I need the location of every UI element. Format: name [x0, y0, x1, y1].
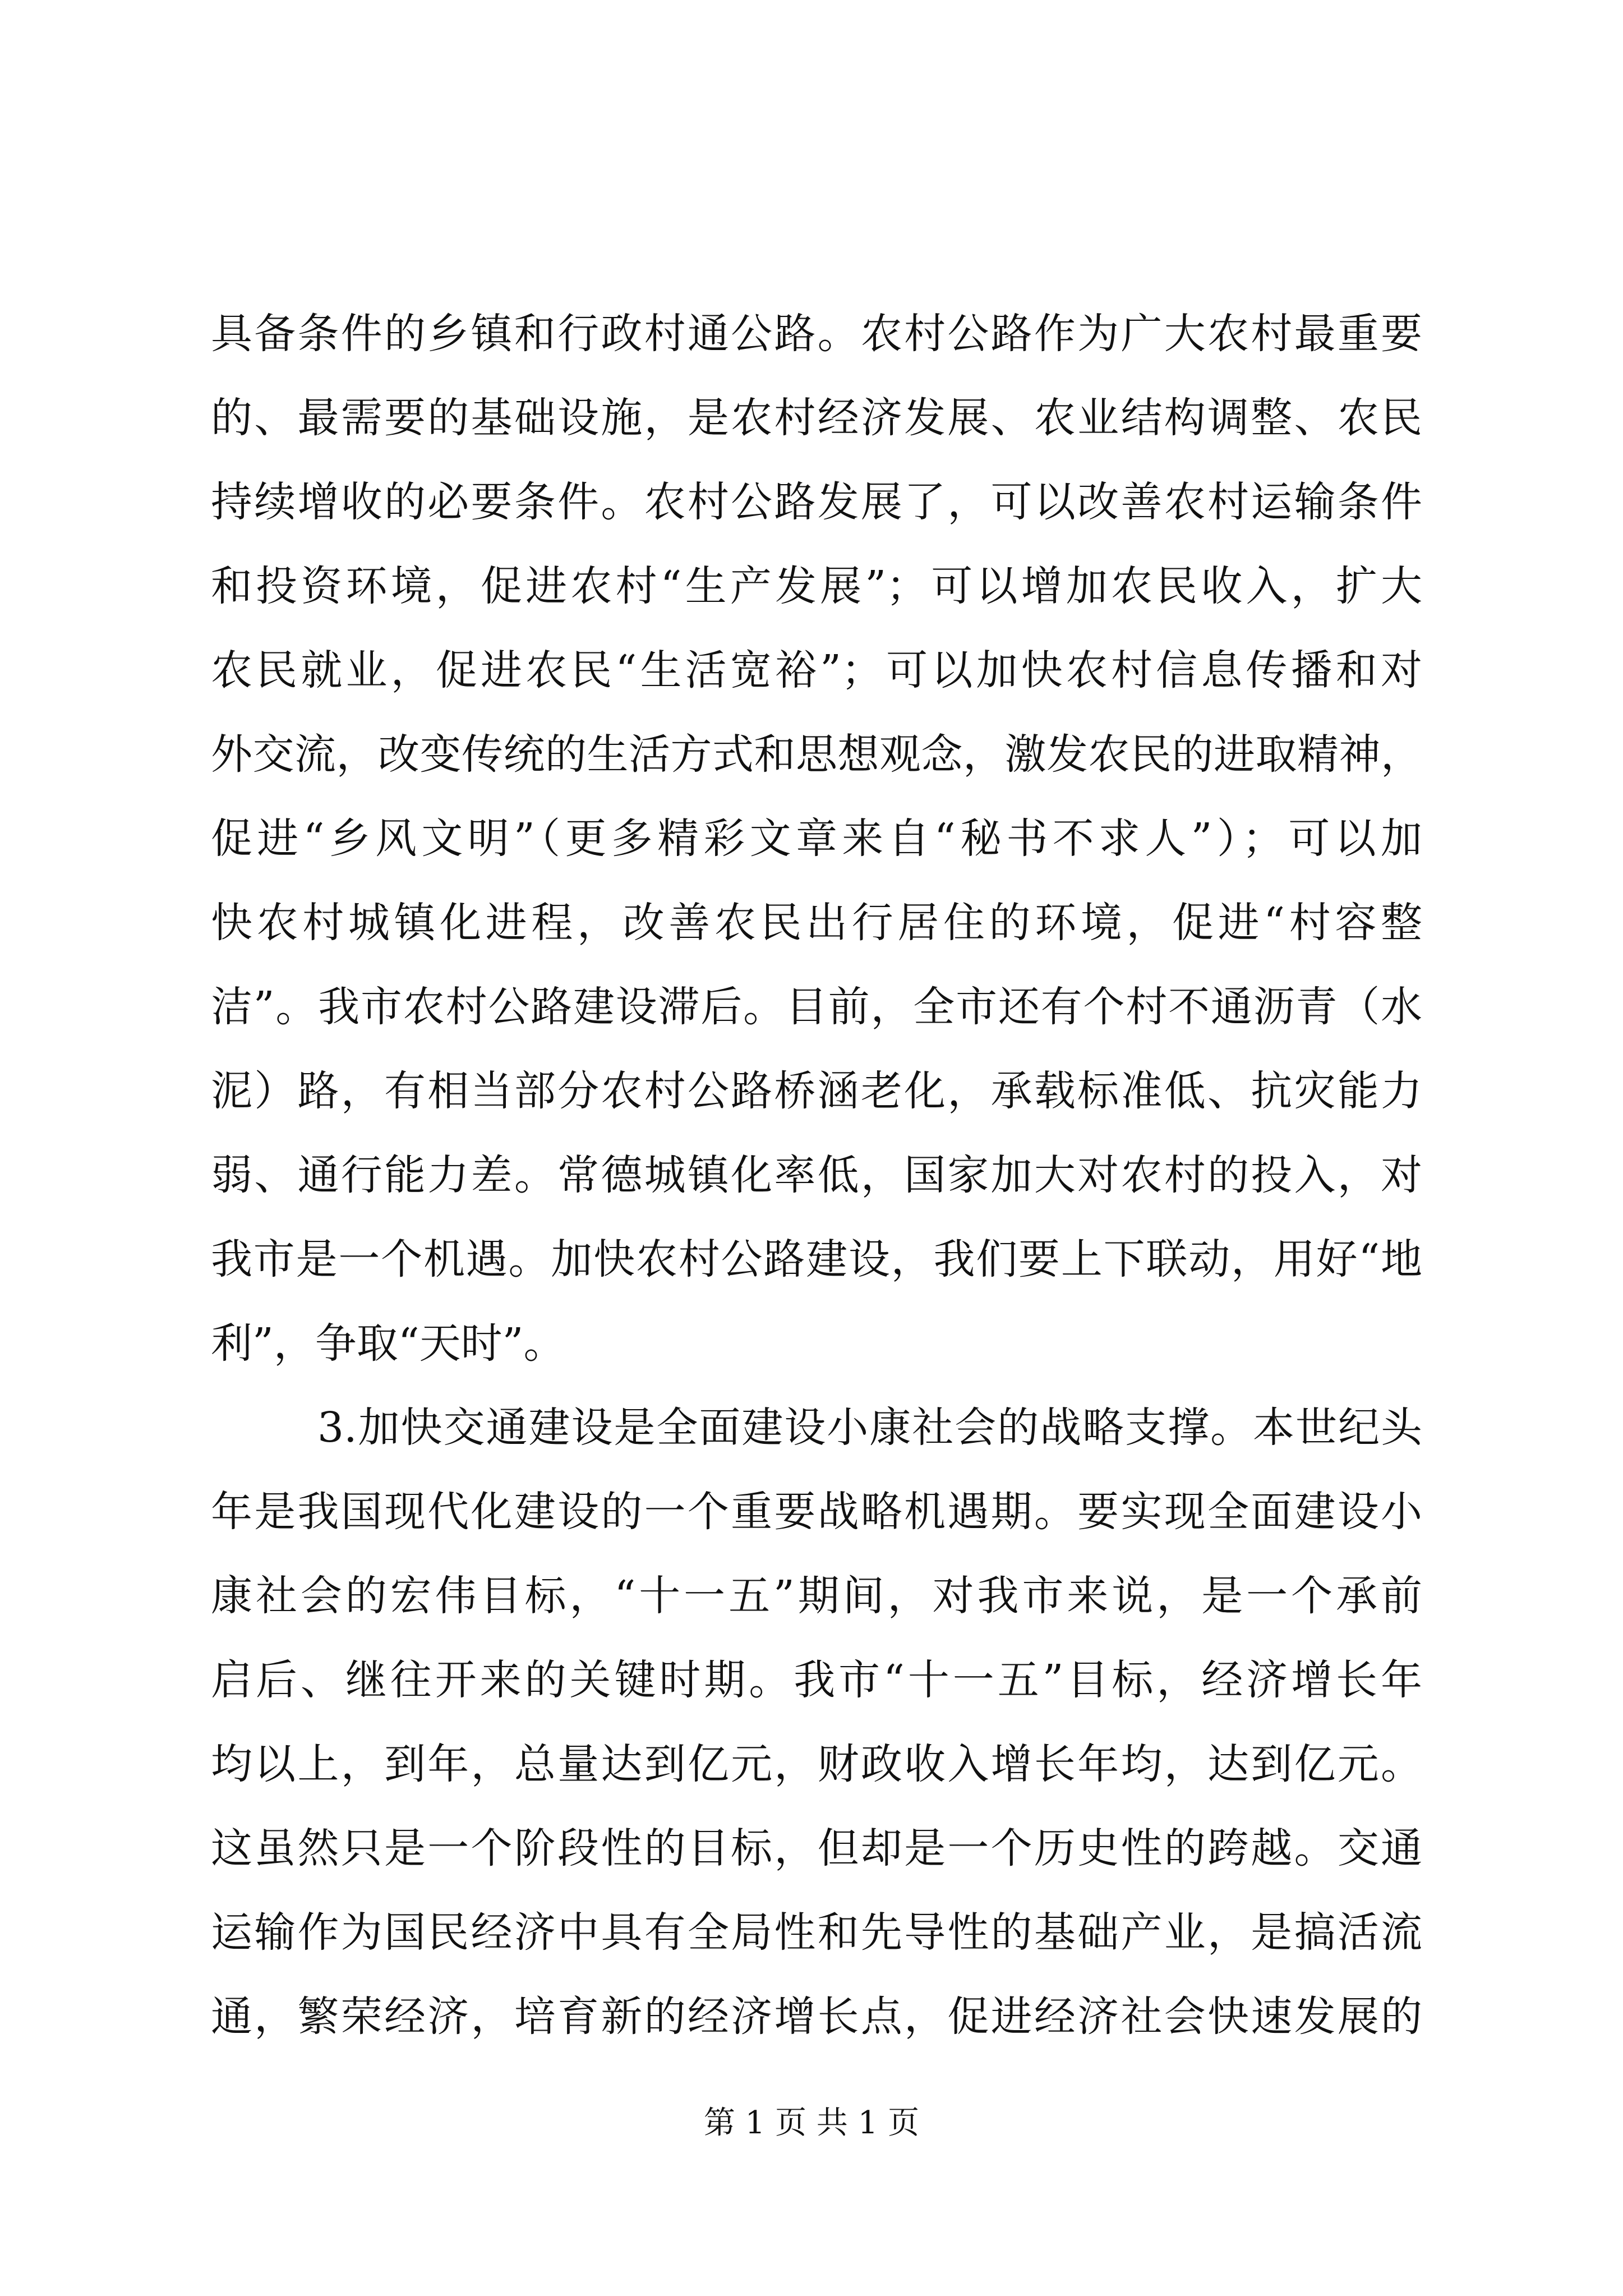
- text-line: 利”，争取“天时”。: [211, 1319, 565, 1368]
- text-line: 通，繁荣经济，培育新的经济增长点，促进经济社会快速发展的: [211, 1993, 1422, 2041]
- text-line: 促进“乡风文明”（更多精彩文章来自“秘书不求人”）；可以加: [211, 815, 1422, 863]
- text-line: 持续增收的必要条件。农村公路发展了，可以改善农村运输条件: [211, 478, 1422, 526]
- text-line: 均以上，到年，总量达到亿元，财政收入增长年均，达到亿元。: [211, 1740, 1422, 1788]
- text-line: 弱、通行能力差。常德城镇化率低，国家加大对农村的投入，对: [211, 1151, 1422, 1199]
- text-line: 康社会的宏伟目标，“十一五”期间，对我市来说，是一个承前: [211, 1572, 1422, 1620]
- text-line: 启后、继往开来的关键时期。我市“十一五”目标，经济增长年: [211, 1656, 1422, 1704]
- text-line: 我市是一个机遇。加快农村公路建设，我们要上下联动，用好“地: [211, 1235, 1422, 1283]
- paragraph-1: [211, 292, 1422, 1386]
- page-number-footer: 第 1 页 共 1 页: [703, 2105, 920, 2141]
- text-line: 和投资环境，促进农村“生产发展”；可以增加农民收入，扩大: [211, 562, 1422, 610]
- text-line: 运输作为国民经济中具有全局性和先导性的基础产业，是搞活流: [211, 1908, 1422, 1957]
- text-line: 具备条件的乡镇和行政村通公路。农村公路作为广大农村最重要: [211, 310, 1422, 358]
- text-line: 3.加快交通建设是全面建设小康社会的战略支撑。本世纪头: [317, 1404, 1422, 1452]
- text-line: 快农村城镇化进程，改善农民出行居住的环境，促进“村容整: [211, 899, 1422, 947]
- text-line: 泥）路，有相当部分农村公路桥涵老化，承载标准低、抗灾能力: [211, 1067, 1422, 1115]
- text-line: 的、最需要的基础设施，是农村经济发展、农业结构调整、农民: [211, 394, 1422, 442]
- body-text: [211, 292, 1422, 2059]
- text-line: 洁”。我市农村公路建设滞后。目前，全市还有个村不通沥青（水: [211, 983, 1422, 1031]
- paragraph-2: [211, 1386, 1422, 2059]
- text-line: 这虽然只是一个阶段性的目标，但却是一个历史性的跨越。交通: [211, 1824, 1422, 1872]
- text-line: 年是我国现代化建设的一个重要战略机遇期。要实现全面建设小: [211, 1488, 1422, 1536]
- text-line: 外交流，改变传统的生活方式和思想观念，激发农民的进取精神，: [211, 730, 1422, 779]
- text-line: 农民就业，促进农民“生活宽裕”；可以加快农村信息传播和对: [211, 646, 1422, 694]
